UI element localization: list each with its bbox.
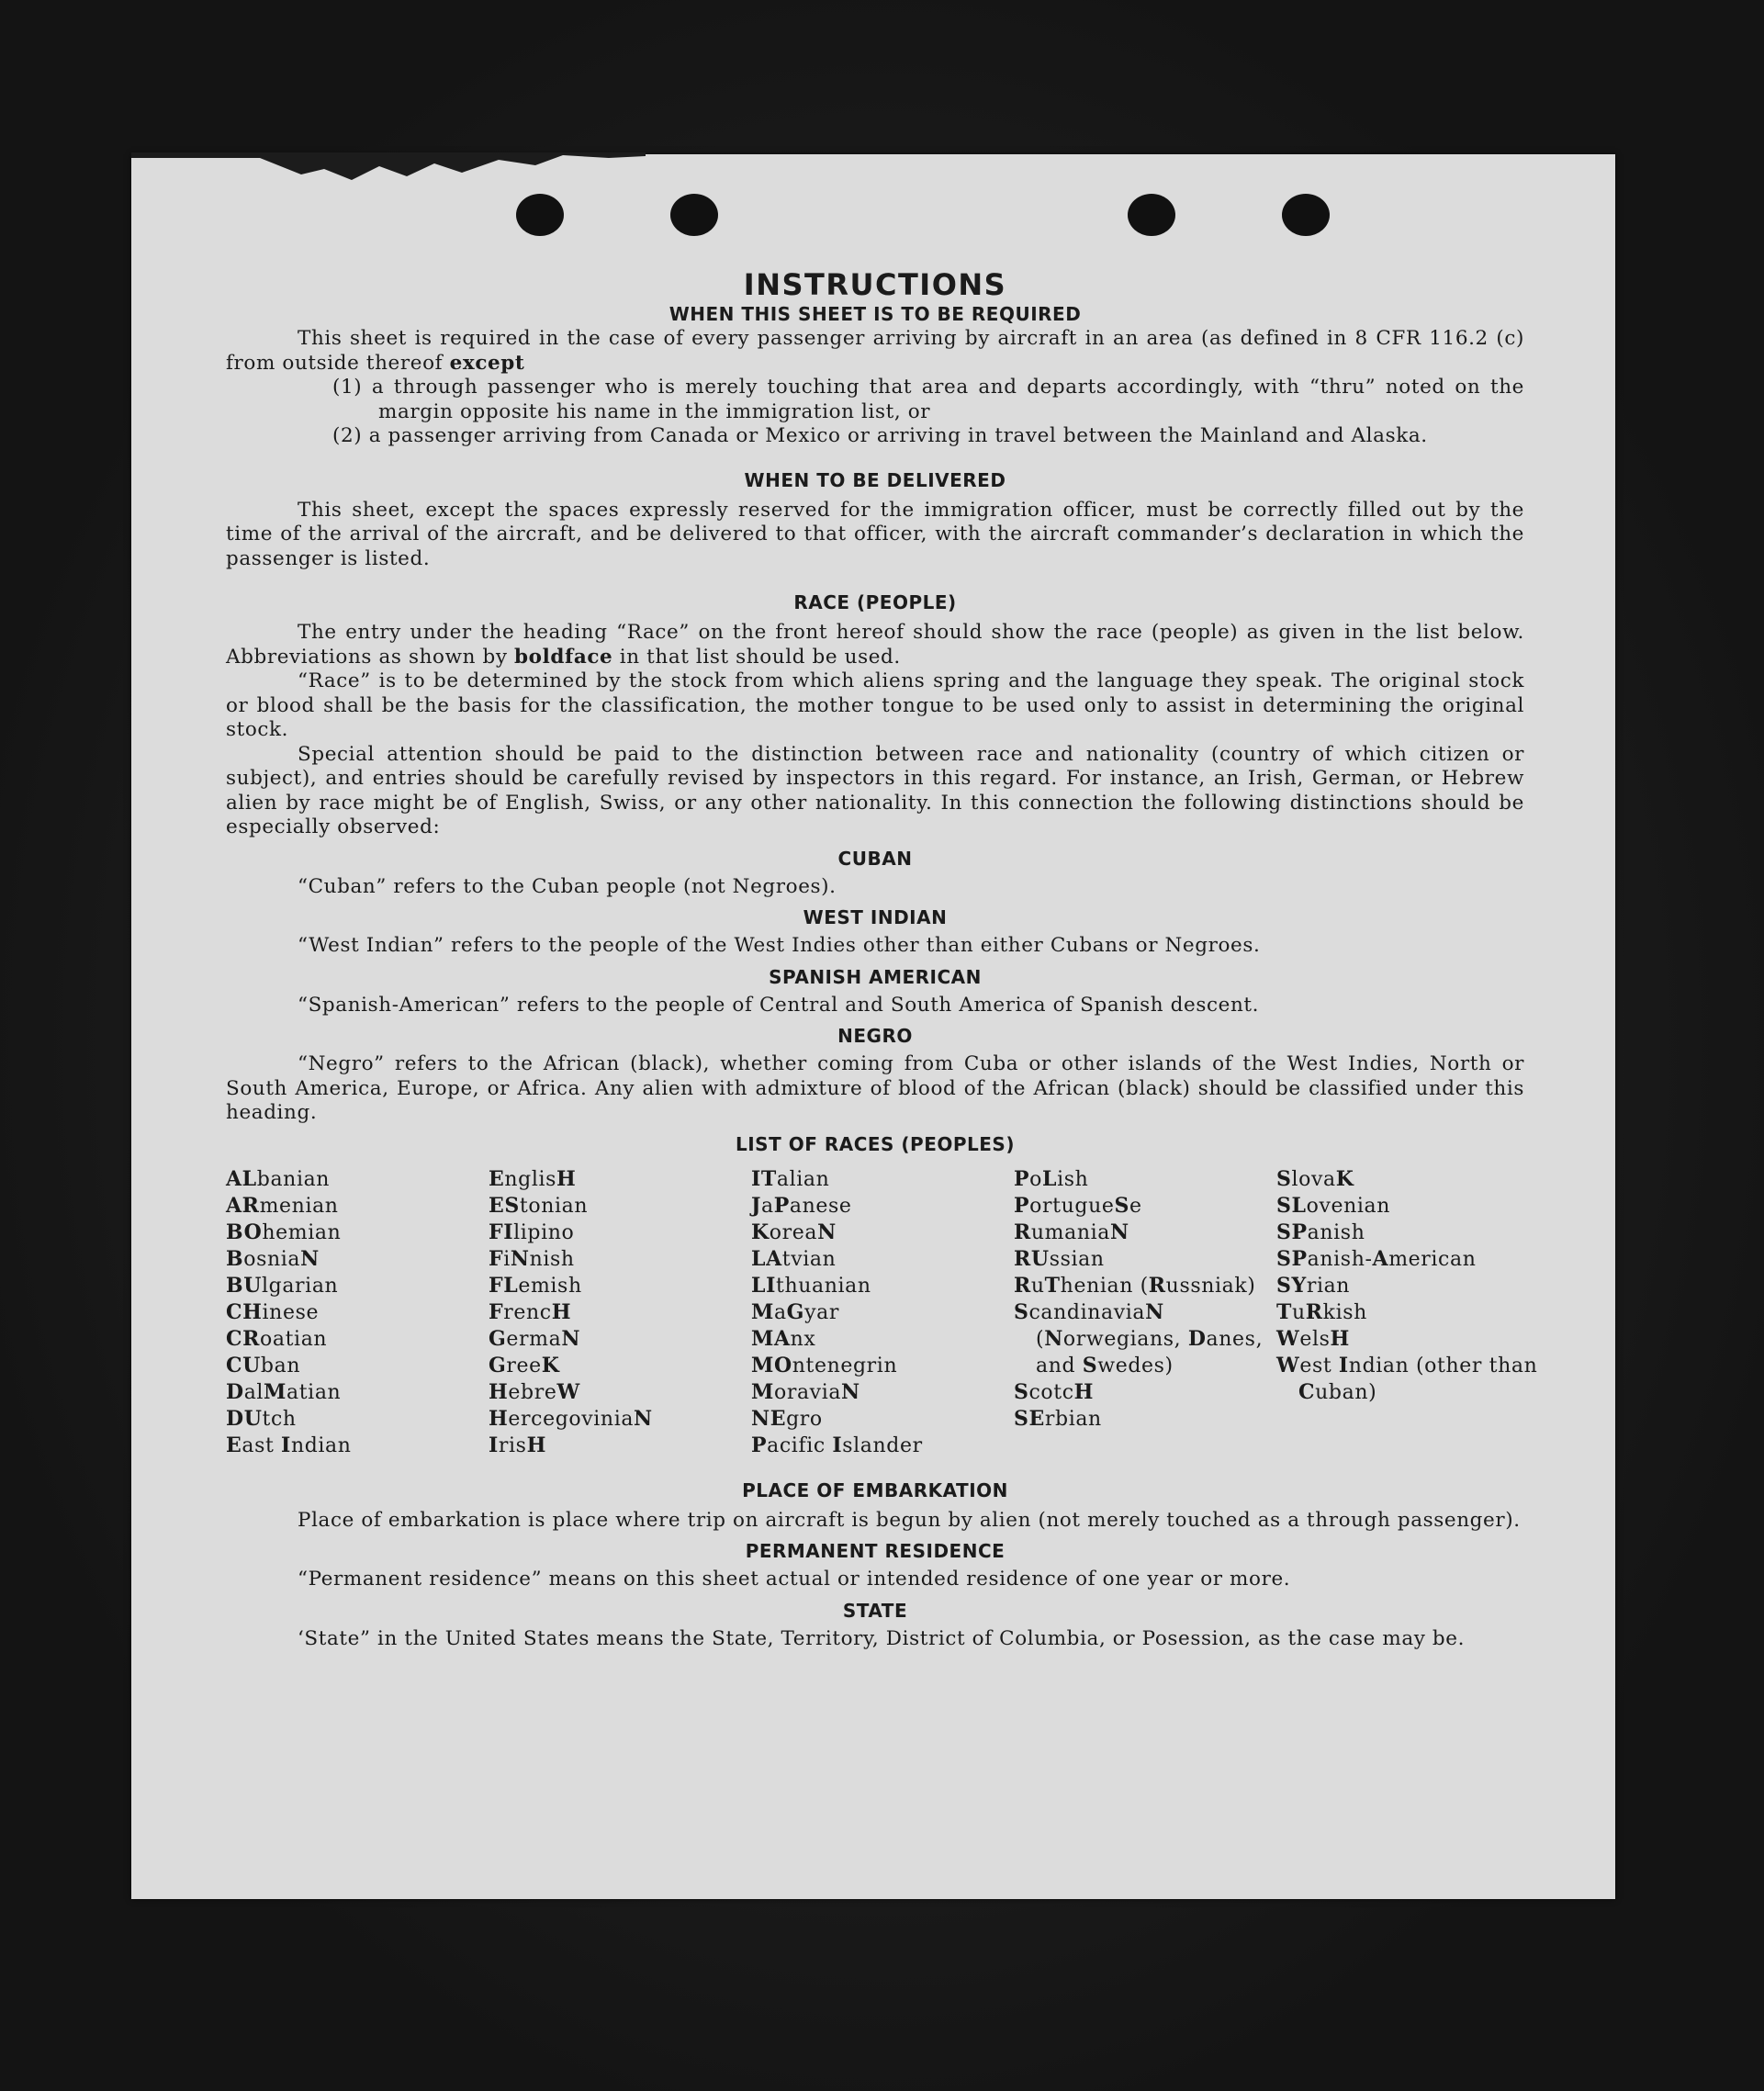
race-entry: KoreaN (751, 1220, 837, 1244)
race-entry: CHinese (226, 1299, 320, 1324)
race-entry: EnglisH (489, 1166, 577, 1191)
section-heading-when-delivered: WHEN TO BE DELIVERED (744, 468, 1006, 491)
race-entry: JaPanese (751, 1193, 852, 1218)
race-entry: FIlipino (489, 1220, 575, 1244)
races-column-5 (1276, 1166, 1543, 1459)
section-heading-spanish-american: SPANISH AMERICAN (769, 965, 982, 988)
race-entry: IrisH (489, 1433, 546, 1457)
race-entry: BosniaN (226, 1246, 320, 1271)
race-entry: FrencH (489, 1299, 572, 1324)
race-entry: RuThenian (Russniak) (1014, 1273, 1256, 1298)
race-entry: EStonian (489, 1193, 589, 1218)
race-entry: SPanish-American (1276, 1246, 1477, 1271)
section-heading-state: STATE (842, 1599, 908, 1622)
section-heading-residence: PERMANENT RESIDENCE (745, 1540, 1006, 1562)
punch-hole (516, 194, 564, 236)
race-entry: HercegoviniaN (489, 1406, 653, 1431)
section-heading-cuban: CUBAN (837, 847, 913, 870)
punch-hole (1282, 194, 1330, 236)
race-entry: PortugueSe (1014, 1193, 1142, 1218)
punch-hole (670, 194, 718, 236)
race-entry: SPanish (1276, 1220, 1365, 1244)
state-text: ‘State” in the United States means the State, Territory, District of Columbia, or Posession, as the case may be. (298, 1626, 1466, 1650)
race-entry: NEgro (751, 1406, 823, 1431)
race-entry: ARmenian (226, 1193, 339, 1218)
race-entry: West Indian (other than Cuban) (1276, 1353, 1538, 1404)
race-entry: RumaniaN (1014, 1220, 1129, 1244)
cuban-text: “Cuban” refers to the Cuban people (not Negroes). (298, 874, 837, 898)
instructions-content (226, 266, 1538, 1651)
races-column-1 (226, 1166, 489, 1459)
race-entry: DalMatian (226, 1379, 342, 1404)
spanish-american-text: “Spanish-American” refers to the people of Central and South America of Spanish descent. (298, 993, 1260, 1017)
race-entry: MaGyar (751, 1299, 839, 1324)
when-required-item-2: (2) a passenger arriving from Canada or Mexico or arriving in travel between the Mainland and Alaska. (332, 424, 1428, 447)
residence-text: “Permanent residence” means on this sheet actual or intended residence of one year or more. (298, 1568, 1291, 1591)
race-entry: DUtch (226, 1406, 297, 1431)
race-entry: ALbanian (226, 1166, 331, 1191)
race-entry: MAnx (751, 1326, 816, 1351)
list-of-races-heading: LIST OF RACES (PEOPLES) (736, 1132, 1015, 1155)
page-title: INSTRUCTIONS (743, 267, 1007, 302)
race-entry: Pacific Islander (751, 1433, 923, 1457)
race-entry: WelsH (1276, 1326, 1350, 1351)
section-heading-negro: NEGRO (837, 1025, 913, 1047)
race-entry: PoLish (1014, 1166, 1089, 1191)
race-entry: BUlgarian (226, 1273, 339, 1298)
race-entry: ScotcH (1014, 1379, 1095, 1404)
race-entry: HebreW (489, 1379, 580, 1404)
section-heading-when-required: WHEN THIS SHEET IS TO BE REQUIRED (669, 303, 1082, 325)
section-heading-race: RACE (PEOPLE) (793, 591, 957, 613)
race-entry: ScandinaviaN (Norwegians, Danes, and Swedes) (1014, 1299, 1264, 1377)
race-entry: SLovenian (1276, 1193, 1391, 1218)
races-column-3 (751, 1166, 1014, 1459)
race-paragraph-2: “Race” is to be determined by the stock from which aliens spring and the language they speak. The original stock or blood shall be the basis for the classification, the mother tongue to be used only to assist in determining the original stock. (226, 669, 1524, 741)
race-paragraph-3: Special attention should be paid to the distinction between race and nationality (country of which citizen or subject), and entries should be carefully revised by inspectors in this regard. For instance, an Irish, German, or Hebrew alien by race might be of English, Swiss, or any other nationality. In this connection the following distinctions should be especially observed: (226, 742, 1524, 838)
west-indian-text: “West Indian” refers to the people of the West Indies other than either Cubans or Negroes. (298, 934, 1261, 957)
race-paragraph-1: The entry under the heading “Race” on the front hereof should show the race (people) as given in the list below. Abbreviations as shown by boldface in that list should be used. (226, 621, 1524, 669)
race-entry: ITalian (751, 1166, 830, 1191)
race-entry: SErbian (1014, 1406, 1102, 1431)
race-entry: CUban (226, 1353, 301, 1377)
embarkation-text: Place of embarkation is place where trip on aircraft is begun by alien (not merely touched as a through passenger). (298, 1508, 1521, 1532)
race-entry: MOntenegrin (751, 1353, 898, 1377)
race-entry: BOhemian (226, 1220, 342, 1244)
race-entry: FLemish (489, 1273, 582, 1298)
when-required-intro: This sheet is required in the case of every passenger arriving by aircraft in an area (as defined in 8 CFR 116.2 (c) from outside thereof except (226, 327, 1524, 375)
races-column-2 (489, 1166, 751, 1459)
section-heading-embarkation: PLACE OF EMBARKATION (742, 1478, 1008, 1501)
race-entry: TuRkish (1276, 1299, 1367, 1324)
race-entry: LAtvian (751, 1246, 837, 1271)
race-entry: FiNnish (489, 1246, 575, 1271)
section-heading-west-indian: WEST INDIAN (803, 906, 948, 928)
race-entry: CRoatian (226, 1326, 328, 1351)
when-required-item-1: (1) a through passenger who is merely touching that area and departs accordingly, with “thru” noted on the margin opposite his name in the immigration list, or (332, 376, 1524, 423)
race-entry: GreeK (489, 1353, 560, 1377)
race-entry: MoraviaN (751, 1379, 860, 1404)
race-entry: GermaN (489, 1326, 581, 1351)
races-list (226, 1166, 1538, 1459)
races-column-4 (1014, 1166, 1276, 1459)
race-entry: SYrian (1276, 1273, 1351, 1298)
race-entry: East Indian (226, 1433, 352, 1457)
punch-hole (1128, 194, 1175, 236)
race-entry: LIthuanian (751, 1273, 871, 1298)
race-entry: SlovaK (1276, 1166, 1354, 1191)
negro-text: “Negro” refers to the African (black), whether coming from Cuba or other islands of the West Indies, North or South America, Europe, or Africa. Any alien with admixture of blood of the African (black) should be classified under this heading. (226, 1052, 1524, 1124)
torn-edge (131, 152, 646, 184)
when-delivered-text: This sheet, except the spaces expressly reserved for the immigration officer, must be correctly filled out by the time of the arrival of the aircraft, and be delivered to that officer, with the aircraft commander’s declaration in which the passenger is listed. (226, 498, 1524, 570)
race-entry: RUssian (1014, 1246, 1105, 1271)
